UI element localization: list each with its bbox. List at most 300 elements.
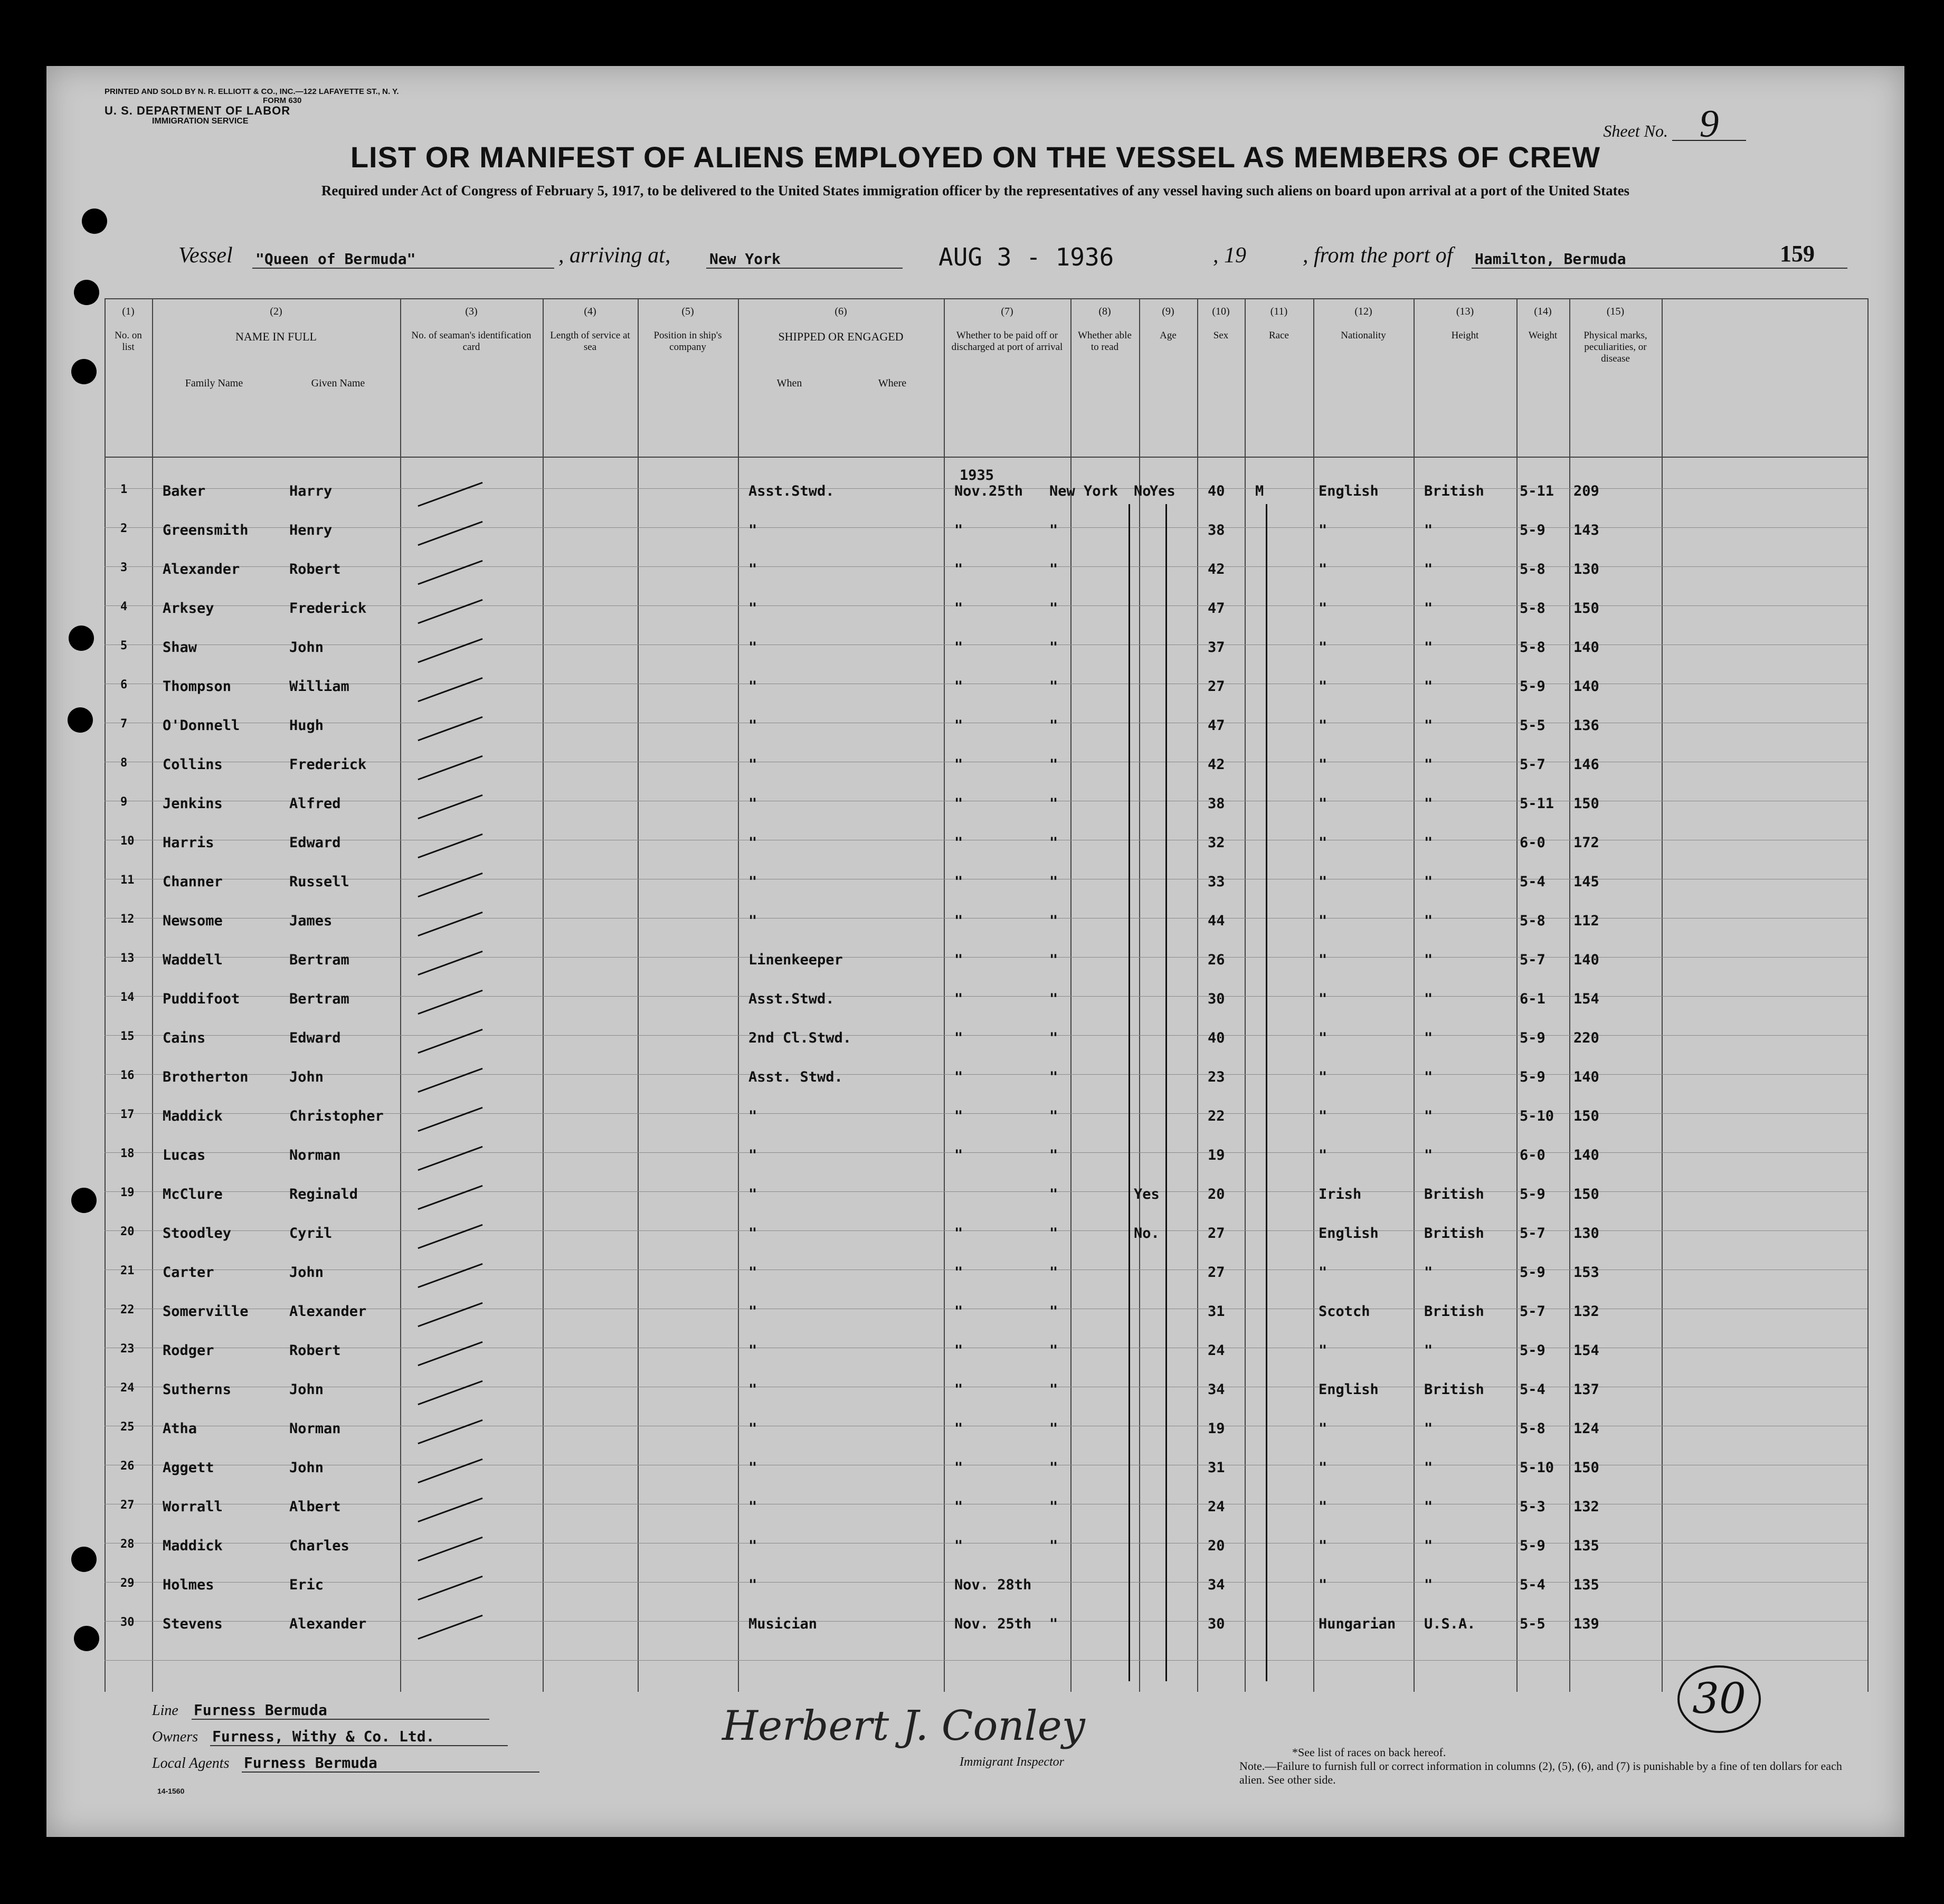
page-number: 159 xyxy=(1780,241,1815,267)
cell-given: Frederick xyxy=(289,756,367,773)
cell-given: Edward xyxy=(289,835,341,851)
column-header: Weight xyxy=(1528,330,1558,341)
cell-given: Charles xyxy=(289,1538,349,1554)
cell-given: Eric xyxy=(289,1577,324,1593)
ditto-line xyxy=(1129,504,1130,1681)
cell-weight: 135 xyxy=(1573,1538,1599,1554)
cell-where: " xyxy=(1049,874,1058,890)
cell-nat: " xyxy=(1424,1264,1433,1281)
id-card-slash-mark xyxy=(418,677,482,702)
column-header: Whether to be paid off or discharged at port of arrival xyxy=(951,330,1063,353)
cell-family: Greensmith xyxy=(163,522,249,538)
cell-position: " xyxy=(748,1303,757,1320)
cell-race: Irish xyxy=(1319,1186,1362,1202)
table-rule xyxy=(638,298,639,1692)
cell-race: " xyxy=(1319,756,1327,773)
cell-race: " xyxy=(1319,1577,1327,1593)
cell-nat: " xyxy=(1424,717,1433,734)
cell-position: " xyxy=(748,1499,757,1515)
page-subtitle: Required under Act of Congress of February 5, 1917, to be delivered to the United States immigration officer by the representatives of any vessel having such aliens on board upon arrival at a port of the United States xyxy=(321,183,1630,198)
binder-hole xyxy=(74,280,99,305)
cell-where: " xyxy=(1049,1225,1058,1242)
cell-n: 29 xyxy=(120,1577,135,1590)
cell-when: " xyxy=(954,639,963,656)
cell-weight: 124 xyxy=(1573,1420,1599,1437)
cell-race: English xyxy=(1319,1225,1379,1242)
table-rule xyxy=(1414,298,1415,1692)
cell-n: 7 xyxy=(120,717,128,731)
cell-given: Cyril xyxy=(289,1225,333,1242)
cell-age: 44 xyxy=(1208,913,1225,929)
cell-weight: 139 xyxy=(1573,1616,1599,1632)
cell-nat: British xyxy=(1424,483,1484,499)
cell-n: 5 xyxy=(120,639,128,652)
cell-where: " xyxy=(1049,561,1058,577)
cell-age: 42 xyxy=(1208,561,1225,577)
cell-family: Aggett xyxy=(163,1460,214,1476)
binder-hole xyxy=(71,359,97,384)
column-header: Whether able to read xyxy=(1078,330,1132,353)
cell-given: Harry xyxy=(289,483,333,499)
cell-paid: Yes xyxy=(1134,1186,1160,1202)
cell-given: Norman xyxy=(289,1147,341,1163)
cell-given: John xyxy=(289,1460,324,1476)
cell-n: 14 xyxy=(120,991,135,1004)
cell-when: " xyxy=(954,991,963,1007)
column-number: (14) xyxy=(1534,306,1552,317)
cell-given: Reginald xyxy=(289,1186,358,1202)
id-card-slash-mark xyxy=(418,1380,482,1405)
cell-when: " xyxy=(954,1342,963,1359)
id-card-slash-mark xyxy=(418,716,482,741)
cell-age: 31 xyxy=(1208,1460,1225,1476)
sheet-number-label: Sheet No. xyxy=(1603,121,1668,140)
cell-weight: 132 xyxy=(1573,1303,1599,1320)
cell-where: " xyxy=(1049,1460,1058,1476)
sheet-number-value: 9 xyxy=(1672,108,1746,141)
cell-weight: 143 xyxy=(1573,522,1599,538)
table-rule xyxy=(1245,298,1246,1692)
cell-family: Puddifoot xyxy=(163,991,240,1007)
cell-age: 47 xyxy=(1208,717,1225,734)
cell-nat: " xyxy=(1424,1342,1433,1359)
cell-position: 2nd Cl.Stwd. xyxy=(748,1030,852,1046)
cell-where: " xyxy=(1049,1381,1058,1398)
column-header: No. on list xyxy=(115,330,142,353)
table-rule xyxy=(152,298,153,1692)
cell-family: Lucas xyxy=(163,1147,206,1163)
cell-family: Cains xyxy=(163,1030,206,1046)
column-header: Position in ship's company xyxy=(653,330,722,353)
department-name: U. S. DEPARTMENT OF LABOR xyxy=(105,104,291,117)
cell-height: 5-8 xyxy=(1520,1420,1545,1437)
table-rule xyxy=(400,298,401,1692)
table-rule xyxy=(105,1152,1867,1153)
id-card-slash-mark xyxy=(418,1419,482,1444)
column-number: (3) xyxy=(465,306,478,317)
cell-height: 5-10 xyxy=(1520,1460,1554,1476)
cell-height: 5-9 xyxy=(1520,1186,1545,1202)
cell-age: 19 xyxy=(1208,1420,1225,1437)
cell-height: 5-9 xyxy=(1520,1030,1545,1046)
cell-weight: 135 xyxy=(1573,1577,1599,1593)
table-rule xyxy=(105,298,106,1692)
id-card-slash-mark xyxy=(418,1107,482,1132)
cell-when: " xyxy=(954,795,963,812)
cell-when: " xyxy=(954,1030,963,1046)
cell-where: " xyxy=(1049,1030,1058,1046)
cell-nat: British xyxy=(1424,1381,1484,1398)
cell-age: 19 xyxy=(1208,1147,1225,1163)
cell-n: 17 xyxy=(120,1108,135,1121)
binder-hole xyxy=(68,707,93,733)
cell-sex: M xyxy=(1255,483,1264,499)
column-number: (15) xyxy=(1606,306,1625,317)
cell-where: " xyxy=(1049,678,1058,695)
column-header: No. of seaman's identification card xyxy=(411,330,532,353)
id-card-slash-mark xyxy=(418,990,482,1015)
cell-height: 5-10 xyxy=(1520,1108,1554,1124)
cell-n: 26 xyxy=(120,1460,135,1473)
id-card-slash-mark xyxy=(418,1263,482,1288)
cell-when: " xyxy=(954,835,963,851)
cell-given: Bertram xyxy=(289,991,349,1007)
cell-where: " xyxy=(1049,913,1058,929)
cell-when: Nov. 25th xyxy=(954,1616,1032,1632)
table-rule xyxy=(105,1035,1867,1036)
cell-height: 5-9 xyxy=(1520,1538,1545,1554)
id-card-slash-mark xyxy=(418,1458,482,1483)
cell-nat: " xyxy=(1424,952,1433,968)
cell-when: " xyxy=(954,678,963,695)
cell-given: Hugh xyxy=(289,717,324,734)
id-card-slash-mark xyxy=(418,638,482,663)
cell-age: 40 xyxy=(1208,483,1225,499)
cell-height: 6-1 xyxy=(1520,991,1545,1007)
cell-nat: " xyxy=(1424,913,1433,929)
table-rule xyxy=(1070,298,1071,1692)
cell-n: 3 xyxy=(120,561,128,574)
cell-family: Brotherton xyxy=(163,1069,249,1085)
cell-given: Alexander xyxy=(289,1616,367,1632)
cell-n: 23 xyxy=(120,1342,135,1356)
cell-n: 15 xyxy=(120,1030,135,1043)
cell-nat: British xyxy=(1424,1186,1484,1202)
cell-height: 5-8 xyxy=(1520,639,1545,656)
table-rule xyxy=(105,957,1867,958)
cell-position: " xyxy=(748,874,757,890)
cell-race: " xyxy=(1319,913,1327,929)
cell-given: John xyxy=(289,1381,324,1398)
cell-age: 27 xyxy=(1208,1225,1225,1242)
cell-age: 33 xyxy=(1208,874,1225,890)
id-card-slash-mark xyxy=(418,912,482,936)
arriving-label: , arriving at, xyxy=(558,243,671,268)
cell-given: John xyxy=(289,639,324,656)
cell-family: Carter xyxy=(163,1264,214,1281)
cell-n: 25 xyxy=(120,1420,135,1434)
column-number: (7) xyxy=(1001,306,1013,317)
cell-nat: " xyxy=(1424,1147,1433,1163)
line-label: Line xyxy=(152,1702,178,1719)
agents-label: Local Agents xyxy=(152,1755,230,1772)
cell-given: Henry xyxy=(289,522,333,538)
from-port: Hamilton, Bermuda xyxy=(1472,250,1847,269)
cell-where: " xyxy=(1049,1538,1058,1554)
id-card-slash-mark xyxy=(418,1537,482,1561)
cell-race: " xyxy=(1319,1108,1327,1124)
cell-race: " xyxy=(1319,1342,1327,1359)
cell-race: " xyxy=(1319,1069,1327,1085)
cell-position: " xyxy=(748,678,757,695)
id-card-slash-mark xyxy=(418,599,482,624)
cell-family: Arksey xyxy=(163,600,214,617)
cell-where: " xyxy=(1049,835,1058,851)
cell-when: " xyxy=(954,1069,963,1085)
cell-where: " xyxy=(1049,795,1058,812)
cell-position: " xyxy=(748,1186,757,1202)
cell-nat: British xyxy=(1424,1303,1484,1320)
column-number: (12) xyxy=(1354,306,1372,317)
table-rule xyxy=(105,1191,1867,1192)
cell-height: 5-7 xyxy=(1520,1303,1545,1320)
id-card-slash-mark xyxy=(418,1576,482,1600)
cell-position: " xyxy=(748,913,757,929)
form-number: FORM 630 xyxy=(263,96,302,105)
cell-height: 5-8 xyxy=(1520,600,1545,617)
cell-position: " xyxy=(748,717,757,734)
column-number: (6) xyxy=(835,306,847,317)
cell-family: Baker xyxy=(163,483,206,499)
column-number: (5) xyxy=(681,306,694,317)
cell-when: " xyxy=(954,1420,963,1437)
cell-nat: " xyxy=(1424,991,1433,1007)
id-card-slash-mark xyxy=(418,755,482,780)
cell-position: " xyxy=(748,1342,757,1359)
arriving-port: New York xyxy=(706,250,903,269)
column-subheader: Where xyxy=(878,377,907,389)
cell-height: 5-9 xyxy=(1520,1342,1545,1359)
cell-race: " xyxy=(1319,1147,1327,1163)
cell-where: " xyxy=(1049,1186,1058,1202)
cell-nat: " xyxy=(1424,1108,1433,1124)
cell-nat: " xyxy=(1424,1420,1433,1437)
cell-age: 30 xyxy=(1208,991,1225,1007)
cell-n: 20 xyxy=(120,1225,135,1238)
footer xyxy=(105,1674,1867,1850)
cell-age: 20 xyxy=(1208,1186,1225,1202)
binder-hole xyxy=(69,626,94,651)
cell-height: 5-8 xyxy=(1520,561,1545,577)
cell-n: 8 xyxy=(120,756,128,770)
cell-weight: 154 xyxy=(1573,991,1599,1007)
cell-race: English xyxy=(1319,483,1379,499)
cell-family: Atha xyxy=(163,1420,197,1437)
cell-position: " xyxy=(748,1108,757,1124)
inspector-signature: Herbert J. Conley xyxy=(722,1702,1085,1750)
cell-given: Bertram xyxy=(289,952,349,968)
cell-age: 32 xyxy=(1208,835,1225,851)
cell-family: Shaw xyxy=(163,639,197,656)
id-card-slash-mark xyxy=(418,1029,482,1054)
cell-height: 5-11 xyxy=(1520,795,1554,812)
id-card-slash-mark xyxy=(418,794,482,819)
cell-race: " xyxy=(1319,1460,1327,1476)
agents-value: Furness Bermuda xyxy=(242,1754,539,1773)
cell-weight: 145 xyxy=(1573,874,1599,890)
cell-position: Musician xyxy=(748,1616,818,1632)
cell-age: 20 xyxy=(1208,1538,1225,1554)
cell-age: 38 xyxy=(1208,795,1225,812)
cell-height: 5-8 xyxy=(1520,913,1545,929)
table-rule xyxy=(1516,298,1518,1692)
cell-age: 34 xyxy=(1208,1381,1225,1398)
cell-nat: " xyxy=(1424,1499,1433,1515)
total-count: 30 xyxy=(1677,1665,1761,1733)
cell-n: 1 xyxy=(120,483,128,496)
cell-where: " xyxy=(1049,1499,1058,1515)
cell-weight: 150 xyxy=(1573,1108,1599,1124)
column-header: Physical marks, peculiarities, or disease xyxy=(1583,330,1647,364)
cell-age: 22 xyxy=(1208,1108,1225,1124)
cell-nat: " xyxy=(1424,1030,1433,1046)
inspector-label: Immigrant Inspector xyxy=(960,1755,1064,1769)
table-rule xyxy=(105,996,1867,997)
cell-when: " xyxy=(954,1108,963,1124)
binder-hole xyxy=(71,1547,97,1572)
table-rule xyxy=(1139,298,1140,1692)
cell-race: Hungarian xyxy=(1319,1616,1396,1632)
from-label: , from the port of xyxy=(1303,243,1453,268)
cell-given: Christopher xyxy=(289,1108,384,1124)
cell-when: " xyxy=(954,1538,963,1554)
column-number: (10) xyxy=(1212,306,1230,317)
cell-nat: " xyxy=(1424,522,1433,538)
cell-read: Yes xyxy=(1150,483,1175,499)
cell-age: 37 xyxy=(1208,639,1225,656)
cell-given: John xyxy=(289,1264,324,1281)
cell-given: Alfred xyxy=(289,795,341,812)
vessel-line xyxy=(178,243,1867,280)
date-stamp: AUG 3 - 1936 xyxy=(938,243,1114,271)
cell-family: Sutherns xyxy=(163,1381,232,1398)
cell-n: 22 xyxy=(120,1303,135,1316)
cell-family: Holmes xyxy=(163,1577,214,1593)
cell-family: Maddick xyxy=(163,1108,223,1124)
id-card-slash-mark xyxy=(418,1146,482,1171)
vessel-name: "Queen of Bermuda" xyxy=(252,250,554,269)
cell-where: New York xyxy=(1049,483,1118,499)
cell-race: " xyxy=(1319,1499,1327,1515)
cell-weight: 130 xyxy=(1573,561,1599,577)
id-card-slash-mark xyxy=(418,1068,482,1093)
id-card-slash-mark xyxy=(418,833,482,858)
cell-height: 5-9 xyxy=(1520,522,1545,538)
cell-n: 9 xyxy=(120,795,128,809)
cell-height: 5-4 xyxy=(1520,874,1545,890)
cell-when: " xyxy=(954,1303,963,1320)
cell-weight: 150 xyxy=(1573,1460,1599,1476)
cell-where: " xyxy=(1049,1342,1058,1359)
cell-nat: " xyxy=(1424,1460,1433,1476)
cell-nat: " xyxy=(1424,1069,1433,1085)
cell-race: " xyxy=(1319,1538,1327,1554)
cell-position: " xyxy=(748,1460,757,1476)
cell-position: " xyxy=(748,756,757,773)
printer-block xyxy=(105,87,421,126)
cell-race: " xyxy=(1319,522,1327,538)
binder-hole xyxy=(71,1188,97,1213)
cell-position: " xyxy=(748,1381,757,1398)
year-label: , 19 xyxy=(1213,243,1246,268)
id-card-slash-mark xyxy=(418,1615,482,1640)
cell-weight: 140 xyxy=(1573,639,1599,656)
cell-family: Somerville xyxy=(163,1303,249,1320)
cell-weight: 140 xyxy=(1573,1069,1599,1085)
cell-position: " xyxy=(748,600,757,617)
id-card-slash-mark xyxy=(418,560,482,585)
column-number: (4) xyxy=(584,306,596,317)
column-subheader: Given Name xyxy=(311,377,365,389)
cell-height: 6-0 xyxy=(1520,835,1545,851)
id-card-slash-mark xyxy=(418,873,482,897)
id-card-slash-mark xyxy=(418,1185,482,1210)
id-card-slash-mark xyxy=(418,482,482,507)
cell-where: " xyxy=(1049,1264,1058,1281)
table-rule xyxy=(105,1230,1867,1231)
cell-family: Rodger xyxy=(163,1342,214,1359)
cell-when: " xyxy=(954,756,963,773)
form-code: 14-1560 xyxy=(157,1787,185,1795)
cell-n: 13 xyxy=(120,952,135,965)
cell-height: 5-9 xyxy=(1520,1069,1545,1085)
cell-when: " xyxy=(954,1499,963,1515)
cell-weight: 150 xyxy=(1573,795,1599,812)
column-number: (8) xyxy=(1098,306,1111,317)
cell-weight: 140 xyxy=(1573,1147,1599,1163)
cell-given: Russell xyxy=(289,874,349,890)
cell-race: " xyxy=(1319,991,1327,1007)
cell-given: Edward xyxy=(289,1030,341,1046)
cell-where: " xyxy=(1049,756,1058,773)
cell-weight: 136 xyxy=(1573,717,1599,734)
manifest-sheet xyxy=(46,66,1904,1837)
cell-when: " xyxy=(954,522,963,538)
cell-race: " xyxy=(1319,717,1327,734)
cell-when: " xyxy=(954,1381,963,1398)
cell-position: Asst.Stwd. xyxy=(748,483,835,499)
cell-where: " xyxy=(1049,717,1058,734)
vessel-label: Vessel xyxy=(178,243,233,268)
cell-age: 27 xyxy=(1208,1264,1225,1281)
cell-when: " xyxy=(954,561,963,577)
column-number: (13) xyxy=(1456,306,1474,317)
cell-race: " xyxy=(1319,795,1327,812)
cell-given: Robert xyxy=(289,561,341,577)
id-card-slash-mark xyxy=(418,1498,482,1522)
cell-position: " xyxy=(748,1147,757,1163)
cell-height: 5-9 xyxy=(1520,678,1545,695)
table-rule xyxy=(105,527,1867,528)
cell-race: " xyxy=(1319,561,1327,577)
cell-weight: 172 xyxy=(1573,835,1599,851)
cell-where: " xyxy=(1049,1616,1058,1632)
table-rule xyxy=(1197,298,1198,1692)
cell-n: 16 xyxy=(120,1069,135,1082)
cell-when: " xyxy=(954,1264,963,1281)
cell-height: 5-11 xyxy=(1520,483,1554,499)
cell-race: Scotch xyxy=(1319,1303,1370,1320)
